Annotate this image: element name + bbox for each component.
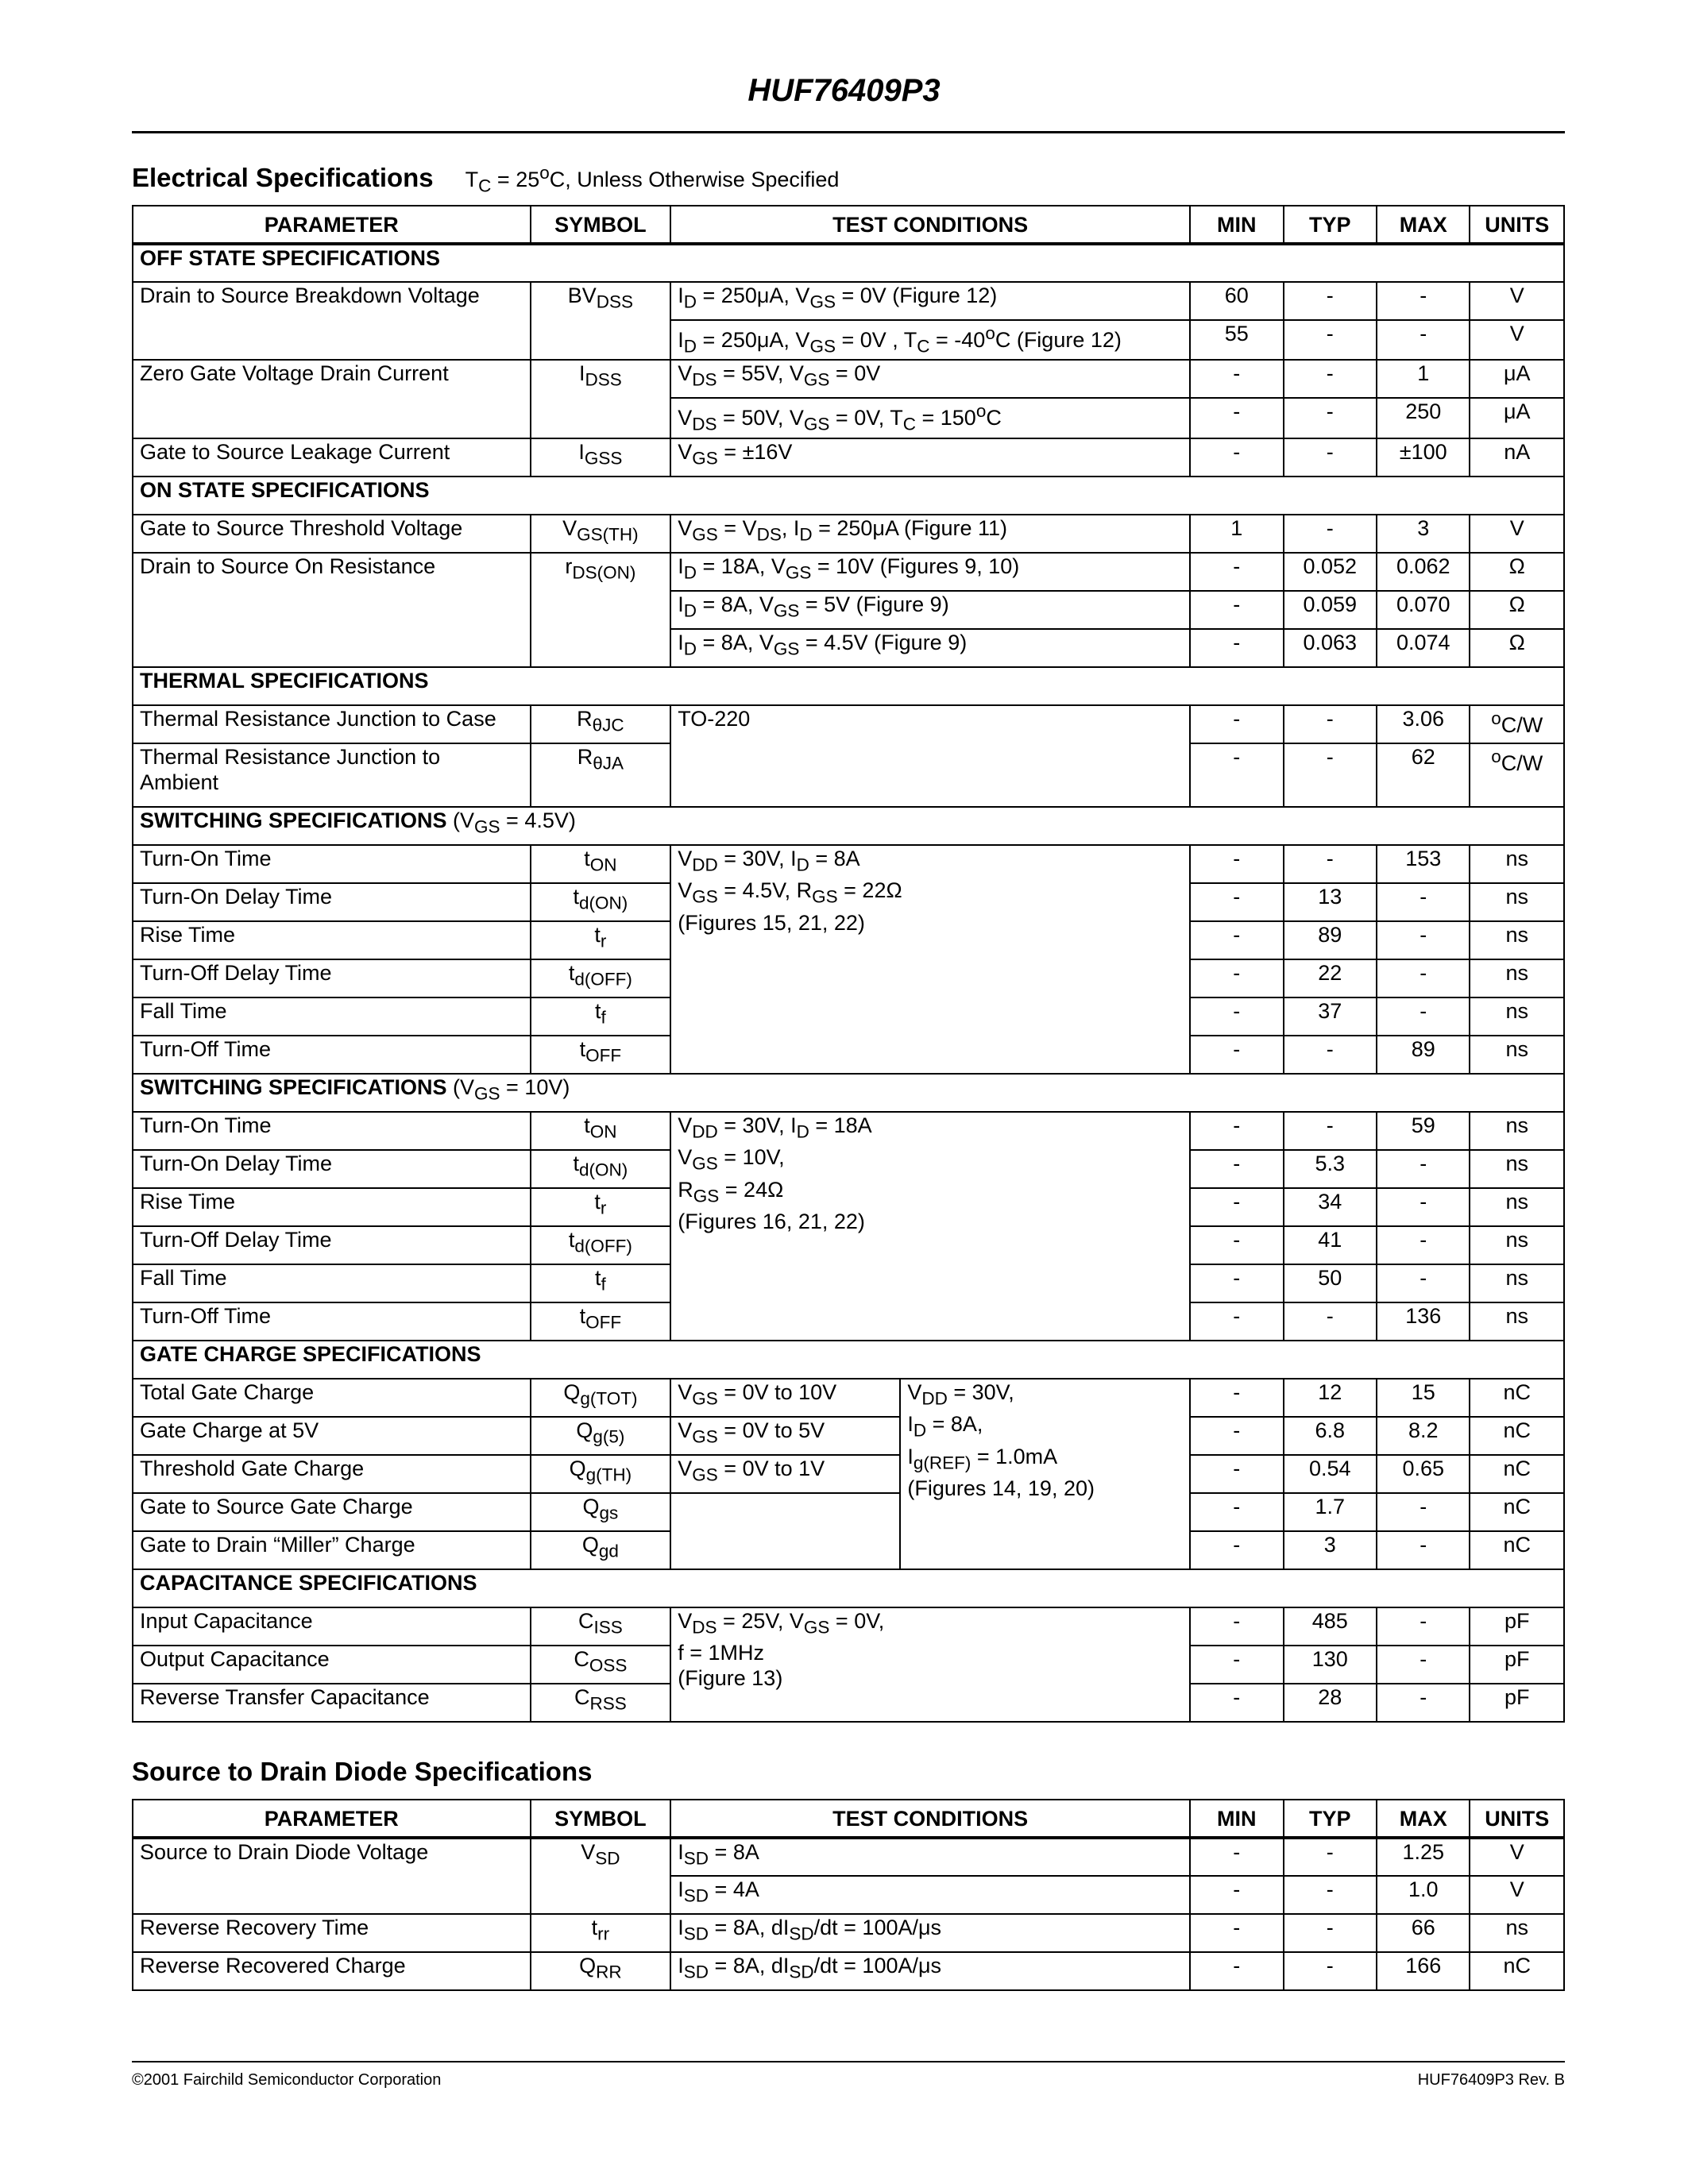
unit-cell: $^o$C/W [1470,743,1564,807]
max-cell: - [1377,1646,1470,1684]
unit-cell: Ω [1470,629,1564,667]
capacitance-rows [133,1607,1564,1722]
symbol-cell: $t_{rr}$ [531,1914,671,1952]
section-gate-charge: GATE CHARGE SPECIFICATIONS [133,1341,1564,1379]
param-cell: Threshold Gate Charge [133,1455,531,1493]
table-row [133,1455,1564,1493]
typ-cell: 37 [1284,997,1377,1036]
unit-cell: nC [1470,1952,1564,1990]
typ-cell: 6.8 [1284,1417,1377,1455]
max-cell: 1 [1377,360,1470,398]
max-cell: 1.25 [1377,1838,1470,1876]
unit-cell: μA [1470,398,1564,438]
symbol-cell: $t_{d(OFF)}$ [531,1226,671,1264]
header-units: UNITS [1470,1800,1564,1838]
symbol-cell: $Q_{g(TH)}$ [531,1455,671,1493]
cond-cell: $V_{DD} = 30V$, $I_D = 18A$ $V_{GS} = 10V$, $R_{GS} = 24\Omega$ (Figures 16, 21, 22) [670,1112,1190,1341]
symbol-cell: $Q_{RR}$ [531,1952,671,1990]
min-cell: - [1190,1036,1283,1074]
min-cell: - [1190,360,1283,398]
table-row [133,1417,1564,1455]
header-max: MAX [1377,206,1470,244]
unit-cell: pF [1470,1607,1564,1646]
typ-cell: - [1284,438,1377,477]
max-cell: 3 [1377,515,1470,553]
symbol-cell: $Q_{gs}$ [531,1493,671,1531]
unit-cell: ns [1470,845,1564,883]
table-row [133,438,1564,477]
cond-cell: $V_{GS} = \pm 16V$ [670,438,1190,477]
param-cell: Gate Charge at 5V [133,1417,531,1455]
min-cell: - [1190,997,1283,1036]
min-cell: - [1190,1607,1283,1646]
table-row [133,705,1564,743]
section-off-state: OFF STATE SPECIFICATIONS [133,244,1564,282]
unit-cell: nC [1470,1455,1564,1493]
symbol-cell: $t_{ON}$ [531,1112,671,1150]
typ-cell: 50 [1284,1264,1377,1302]
unit-cell: ns [1470,997,1564,1036]
symbol-cell: $t_{OFF}$ [531,1036,671,1074]
symbol-cell: $t_f$ [531,1264,671,1302]
electrical-specs-table [132,205,1565,1723]
min-cell: - [1190,921,1283,959]
typ-cell: - [1284,1914,1377,1952]
diode-rows [133,1914,1564,1990]
param-cell: Source to Drain Diode Voltage [133,1838,531,1914]
cond-cell: $V_{GS} = 0V$ to 5V [670,1417,900,1455]
max-cell: - [1377,1226,1470,1264]
cond-cell: $I_{SD} = 8A$ [670,1838,1190,1876]
table-row [133,1379,1564,1417]
header-typ: TYP [1284,206,1377,244]
symbol-cell: $t_f$ [531,997,671,1036]
typ-cell: 41 [1284,1226,1377,1264]
table-row [133,282,1564,320]
typ-cell: 13 [1284,883,1377,921]
max-cell: 59 [1377,1112,1470,1150]
header-symbol: SYMBOL [531,1800,671,1838]
cond-cell [670,1493,900,1569]
header-row [133,206,1564,244]
param-cell: Turn-On Time [133,845,531,883]
unit-cell: ns [1470,1188,1564,1226]
unit-cell: ns [1470,1150,1564,1188]
max-cell: 250 [1377,398,1470,438]
max-cell: 62 [1377,743,1470,807]
min-cell: - [1190,398,1283,438]
header-units: UNITS [1470,206,1564,244]
section-thermal: THERMAL SPECIFICATIONS [133,667,1564,705]
max-cell: - [1377,320,1470,360]
symbol-cell: $t_{d(ON)}$ [531,883,671,921]
symbol-cell: $R_{\theta JC}$ [531,705,671,743]
param-cell: Drain to Source On Resistance [133,553,531,667]
table-row [133,1952,1564,1990]
section-switching-4-5v [133,807,1564,845]
symbol-cell: $C_{ISS}$ [531,1607,671,1646]
param-cell: Fall Time [133,997,531,1036]
title-rule [132,131,1565,133]
cond-cell: $I_D = 8A$, $V_{GS} = 4.5V$ (Figure 9) [670,629,1190,667]
param-cell: Input Capacitance [133,1607,531,1646]
max-cell: - [1377,1264,1470,1302]
header-symbol: SYMBOL [531,206,671,244]
unit-cell: nC [1470,1493,1564,1531]
unit-cell: nA [1470,438,1564,477]
param-cell: Turn-Off Delay Time [133,1226,531,1264]
diode-specs-heading: Source to Drain Diode Specifications [132,1757,593,1786]
electrical-specs-heading [132,163,839,196]
table-row [133,553,1564,591]
min-cell: - [1190,438,1283,477]
typ-cell: - [1284,1952,1377,1990]
max-cell: 0.062 [1377,553,1470,591]
min-cell: - [1190,1493,1283,1531]
unit-cell: ns [1470,1302,1564,1341]
unit-cell: ns [1470,959,1564,997]
unit-cell: pF [1470,1646,1564,1684]
max-cell: 0.074 [1377,629,1470,667]
min-cell: - [1190,1876,1283,1914]
min-cell: - [1190,1264,1283,1302]
symbol-cell: $t_r$ [531,921,671,959]
param-cell: Thermal Resistance Junction to Case [133,705,531,743]
max-cell: - [1377,282,1470,320]
min-cell: - [1190,591,1283,629]
param-cell: Gate to Source Leakage Current [133,438,531,477]
typ-cell: - [1284,845,1377,883]
symbol-cell: $t_{d(ON)}$ [531,1150,671,1188]
header-parameter: PARAMETER [133,206,531,244]
min-cell: - [1190,1531,1283,1569]
param-cell: Turn-On Time [133,1112,531,1150]
header-max: MAX [1377,1800,1470,1838]
typ-cell: - [1284,398,1377,438]
cond-cell: $I_{SD} = 4A$ [670,1876,1190,1914]
min-cell: - [1190,1302,1283,1341]
typ-cell: 28 [1284,1684,1377,1722]
symbol-cell: $t_{d(OFF)}$ [531,959,671,997]
unit-cell: nC [1470,1531,1564,1569]
section-on-state: ON STATE SPECIFICATIONS [133,477,1564,515]
max-cell: 15 [1377,1379,1470,1417]
min-cell: - [1190,1226,1283,1264]
param-cell: Turn-Off Time [133,1302,531,1341]
max-cell: - [1377,1531,1470,1569]
max-cell: - [1377,1684,1470,1722]
table-row [133,1112,1564,1150]
param-cell: Total Gate Charge [133,1379,531,1417]
electrical-specs-condition: $T_C = 25^oC$, Unless Otherwise Specified [465,163,840,196]
unit-cell: V [1470,1838,1564,1876]
min-cell: - [1190,705,1283,743]
table-row [133,1914,1564,1952]
section-title: SWITCHING SPECIFICATIONS [140,1075,447,1099]
symbol-cell: $r_{DS(ON)}$ [531,553,671,667]
header-typ: TYP [1284,1800,1377,1838]
min-cell: - [1190,743,1283,807]
min-cell: - [1190,1455,1283,1493]
typ-cell: - [1284,515,1377,553]
typ-cell: - [1284,1838,1377,1876]
typ-cell: - [1284,1302,1377,1341]
param-cell: Thermal Resistance Junction to Ambient [133,743,531,807]
typ-cell: 485 [1284,1607,1377,1646]
cond-cell: $V_{DD} = 30V$, $I_D = 8A$ $V_{GS} = 4.5V$, $R_{GS} = 22\Omega$ (Figures 15, 21, 22) [670,845,1190,1074]
header-test-conditions: TEST CONDITIONS [670,206,1190,244]
max-cell: - [1377,1188,1470,1226]
unit-cell: μA [1470,360,1564,398]
table-row [133,1838,1564,1876]
gate-charge-rows [133,1379,1564,1569]
max-cell: 0.65 [1377,1455,1470,1493]
unit-cell: $^o$C/W [1470,705,1564,743]
unit-cell: Ω [1470,591,1564,629]
typ-cell: 22 [1284,959,1377,997]
param-cell: Rise Time [133,921,531,959]
section-switching-10v [133,1074,1564,1112]
table-row [133,1493,1564,1531]
min-cell: - [1190,1188,1283,1226]
min-cell: - [1190,1684,1283,1722]
max-cell: - [1377,921,1470,959]
max-cell: - [1377,997,1470,1036]
max-cell: - [1377,1607,1470,1646]
param-cell: Zero Gate Voltage Drain Current [133,360,531,438]
unit-cell: ns [1470,1226,1564,1264]
typ-cell: 5.3 [1284,1150,1377,1188]
section-condition: $(V_{GS} = 4.5V)$ [453,808,576,837]
header-parameter: PARAMETER [133,1800,531,1838]
typ-cell: - [1284,1876,1377,1914]
symbol-cell: $V_{GS(TH)}$ [531,515,671,553]
symbol-cell: $I_{GSS}$ [531,438,671,477]
min-cell: 55 [1190,320,1283,360]
min-cell: - [1190,1914,1283,1952]
switching-10v-rows [133,1112,1564,1341]
typ-cell: 0.059 [1284,591,1377,629]
footer-copyright: ©2001 Fairchild Semiconductor Corporation [132,2071,442,2089]
max-cell: 89 [1377,1036,1470,1074]
min-cell: - [1190,1952,1283,1990]
cond-cell: $I_D = 250\mu A$, $V_{GS} = 0V$ , $T_C = -40^oC$ (Figure 12) [670,320,1190,360]
param-cell: Output Capacitance [133,1646,531,1684]
min-cell: - [1190,845,1283,883]
table-row [133,515,1564,553]
param-cell: Gate to Source Gate Charge [133,1493,531,1531]
cond-cell: $V_{DS} = 50V$, $V_{GS} = 0V$, $T_C = 150^oC$ [670,398,1190,438]
cond-cell: TO-220 [670,705,1190,807]
unit-cell: V [1470,320,1564,360]
max-cell: 153 [1377,845,1470,883]
max-cell: - [1377,883,1470,921]
cond-cell: $V_{GS} = 0V$ to 10V [670,1379,900,1417]
max-cell: 66 [1377,1914,1470,1952]
typ-cell: 0.052 [1284,553,1377,591]
typ-cell: 0.54 [1284,1455,1377,1493]
min-cell: - [1190,629,1283,667]
section-capacitance: CAPACITANCE SPECIFICATIONS [133,1569,1564,1607]
cond-cell: $I_D = 250\mu A$, $V_{GS} = 0V$ (Figure 12) [670,282,1190,320]
param-cell: Turn-On Delay Time [133,883,531,921]
cond-cell: $I_D = 18A$, $V_{GS} = 10V$ (Figures 9, 10) [670,553,1190,591]
max-cell: 1.0 [1377,1876,1470,1914]
cond-cell: $V_{GS} = V_{DS}$, $I_D = 250\mu A$ (Figure 11) [670,515,1190,553]
max-cell: 3.06 [1377,705,1470,743]
max-cell: 0.070 [1377,591,1470,629]
unit-cell: nC [1470,1417,1564,1455]
param-cell: Gate to Drain “Miller” Charge [133,1531,531,1569]
unit-cell: ns [1470,1112,1564,1150]
min-cell: - [1190,1379,1283,1417]
section-condition: $(V_{GS} = 10V)$ [453,1075,570,1104]
unit-cell: Ω [1470,553,1564,591]
header-test-conditions: TEST CONDITIONS [670,1800,1190,1838]
param-cell: Rise Time [133,1188,531,1226]
typ-cell: - [1284,282,1377,320]
unit-cell: ns [1470,1036,1564,1074]
param-cell: Reverse Transfer Capacitance [133,1684,531,1722]
param-cell: Reverse Recovery Time [133,1914,531,1952]
cond-cell: $V_{DS} = 25V$, $V_{GS} = 0V$, f = 1MHz (Figure 13) [670,1607,1190,1722]
min-cell: - [1190,1112,1283,1150]
max-cell: 136 [1377,1302,1470,1341]
symbol-cell: $I_{DSS}$ [531,360,671,438]
param-cell: Fall Time [133,1264,531,1302]
typ-cell: 34 [1284,1188,1377,1226]
min-cell: - [1190,959,1283,997]
unit-cell: V [1470,282,1564,320]
typ-cell: 3 [1284,1531,1377,1569]
typ-cell: - [1284,1036,1377,1074]
header-min: MIN [1190,206,1283,244]
min-cell: 1 [1190,515,1283,553]
diode-specs-table [132,1799,1565,1991]
typ-cell: 12 [1284,1379,1377,1417]
symbol-cell: $R_{\theta JA}$ [531,743,671,807]
footer-rule [132,2061,1565,2062]
max-cell: ±100 [1377,438,1470,477]
table-row [133,360,1564,398]
min-cell: - [1190,1150,1283,1188]
symbol-cell: $BV_{DSS}$ [531,282,671,360]
param-cell: Gate to Source Threshold Voltage [133,515,531,553]
typ-cell: - [1284,1112,1377,1150]
symbol-cell: $C_{RSS}$ [531,1684,671,1722]
footer-revision: HUF76409P3 Rev. B [1417,2071,1565,2089]
typ-cell: - [1284,705,1377,743]
typ-cell: - [1284,360,1377,398]
unit-cell: ns [1470,883,1564,921]
param-cell: Turn-Off Time [133,1036,531,1074]
symbol-cell: $t_r$ [531,1188,671,1226]
header-min: MIN [1190,1800,1283,1838]
min-cell: - [1190,883,1283,921]
cond-cell: $V_{GS} = 0V$ to 1V [670,1455,900,1493]
typ-cell: 0.063 [1284,629,1377,667]
min-cell: 60 [1190,282,1283,320]
typ-cell: 1.7 [1284,1493,1377,1531]
min-cell: - [1190,1417,1283,1455]
cond-cell: $V_{DD} = 30V$, $I_D = 8A$, $I_{g(REF)} = 1.0mA$ (Figures 14, 19, 20) [900,1379,1190,1569]
table-row [133,845,1564,883]
symbol-cell: $t_{OFF}$ [531,1302,671,1341]
section-title: SWITCHING SPECIFICATIONS [140,808,447,832]
max-cell: - [1377,1493,1470,1531]
unit-cell: V [1470,515,1564,553]
switching-4-5v-rows [133,845,1564,1074]
max-cell: - [1377,959,1470,997]
unit-cell: nC [1470,1379,1564,1417]
typ-cell: 89 [1284,921,1377,959]
symbol-cell: $Q_{g(TOT)}$ [531,1379,671,1417]
table-row [133,1607,1564,1646]
typ-cell: 130 [1284,1646,1377,1684]
electrical-specs-title: Electrical Specifications [132,163,434,192]
unit-cell: ns [1470,921,1564,959]
symbol-cell: $C_{OSS}$ [531,1646,671,1684]
typ-cell: - [1284,320,1377,360]
typ-cell: - [1284,743,1377,807]
cond-cell: $V_{DS} = 55V$, $V_{GS} = 0V$ [670,360,1190,398]
cond-cell: $I_D = 8A$, $V_{GS} = 5V$ (Figure 9) [670,591,1190,629]
min-cell: - [1190,1646,1283,1684]
symbol-cell: $V_{SD}$ [531,1838,671,1914]
param-cell: Turn-Off Delay Time [133,959,531,997]
max-cell: - [1377,1150,1470,1188]
min-cell: - [1190,553,1283,591]
max-cell: 8.2 [1377,1417,1470,1455]
unit-cell: ns [1470,1914,1564,1952]
param-cell: Drain to Source Breakdown Voltage [133,282,531,360]
param-cell: Turn-On Delay Time [133,1150,531,1188]
header-row [133,1800,1564,1838]
unit-cell: pF [1470,1684,1564,1722]
symbol-cell: $Q_{g(5)}$ [531,1417,671,1455]
cond-cell: $I_{SD} = 8A$, $dI_{SD}/dt = 100A/\mu s$ [670,1914,1190,1952]
symbol-cell: $Q_{gd}$ [531,1531,671,1569]
unit-cell: V [1470,1876,1564,1914]
param-cell: Reverse Recovered Charge [133,1952,531,1990]
cond-cell: $I_{SD} = 8A$, $dI_{SD}/dt = 100A/\mu s$ [670,1952,1190,1990]
max-cell: 166 [1377,1952,1470,1990]
symbol-cell: $t_{ON}$ [531,845,671,883]
unit-cell: ns [1470,1264,1564,1302]
min-cell: - [1190,1838,1283,1876]
page-title: HUF76409P3 [747,73,941,108]
